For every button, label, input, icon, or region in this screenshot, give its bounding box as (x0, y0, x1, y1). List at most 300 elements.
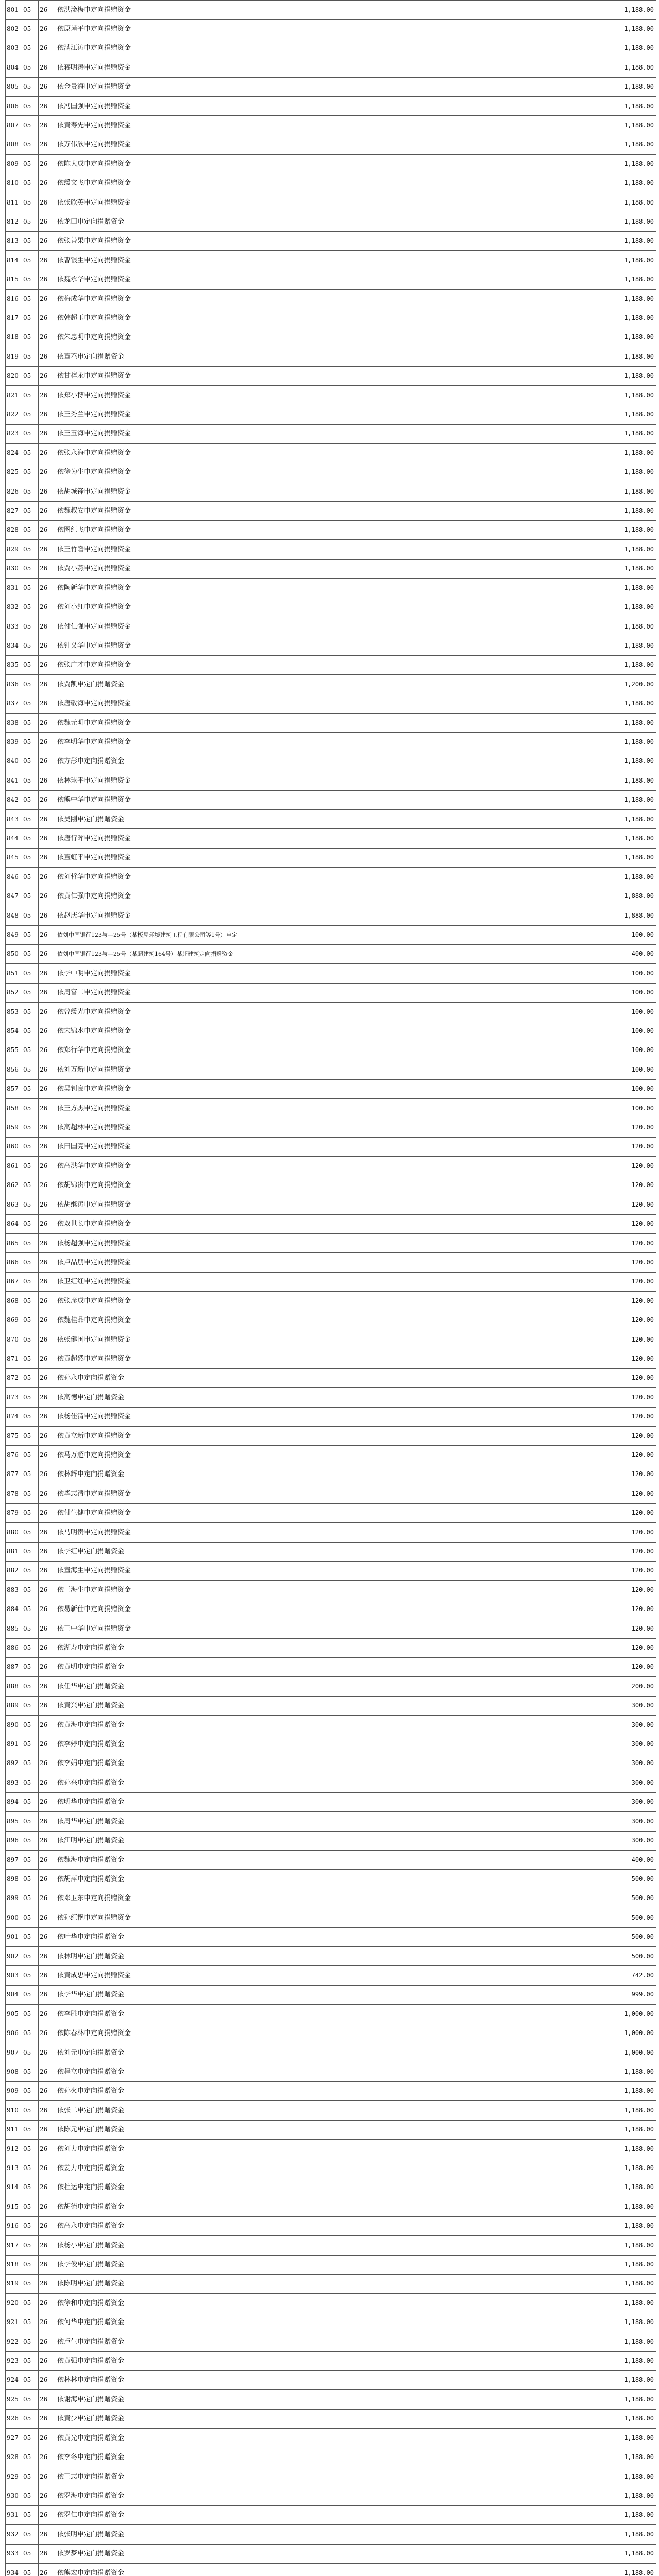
donation-amount: 120.00 (415, 1176, 656, 1195)
row-number: 889 (6, 1696, 22, 1715)
donation-amount: 1,188.00 (415, 2159, 656, 2178)
category-code: 05 (22, 1349, 39, 1368)
subcategory-code: 26 (39, 2005, 55, 2024)
subcategory-code: 26 (39, 1176, 55, 1195)
row-number: 886 (6, 1638, 22, 1657)
row-number: 906 (6, 2024, 22, 2043)
row-number: 865 (6, 1234, 22, 1253)
table-row (6, 2081, 656, 2100)
donation-description: 依王秀兰申定向捐赠资金 (55, 405, 415, 424)
table-row (6, 155, 656, 174)
donation-description: 依胡锦贵申定向捐赠资金 (55, 1176, 415, 1195)
donation-amount: 120.00 (415, 1542, 656, 1561)
row-number: 931 (6, 2505, 22, 2524)
donation-description: 依魏海申定向捐赠资金 (55, 1851, 415, 1870)
category-code: 05 (22, 2409, 39, 2428)
donation-amount: 400.00 (415, 944, 656, 963)
category-code: 05 (22, 1561, 39, 1580)
donation-amount: 120.00 (415, 1407, 656, 1426)
table-row (6, 116, 656, 135)
donation-description: 依金贵海申定向捐赠资金 (55, 77, 415, 96)
row-number: 923 (6, 2351, 22, 2370)
category-code: 05 (22, 1292, 39, 1311)
donation-amount: 300.00 (415, 1754, 656, 1773)
category-code: 05 (22, 366, 39, 385)
donation-amount: 120.00 (415, 1214, 656, 1233)
donation-amount: 300.00 (415, 1735, 656, 1754)
donation-amount: 100.00 (415, 1003, 656, 1022)
donation-description: 依姜力申定向捐赠资金 (55, 2159, 415, 2178)
category-code: 05 (22, 1484, 39, 1503)
donation-amount: 1,188.00 (415, 77, 656, 96)
donation-amount: 100.00 (415, 983, 656, 1002)
category-code: 05 (22, 2120, 39, 2139)
table-row (6, 1484, 656, 1503)
category-code: 05 (22, 1311, 39, 1330)
table-row (6, 424, 656, 443)
donation-amount: 1,188.00 (415, 386, 656, 405)
row-number: 907 (6, 2043, 22, 2062)
subcategory-code: 26 (39, 424, 55, 443)
row-number: 934 (6, 2564, 22, 2576)
table-row (6, 790, 656, 809)
donation-amount: 400.00 (415, 1851, 656, 1870)
donation-description: 依张明申定向捐赠资金 (55, 2525, 415, 2544)
donation-amount: 1,188.00 (415, 2120, 656, 2139)
donation-amount: 1,188.00 (415, 2486, 656, 2505)
subcategory-code: 26 (39, 2062, 55, 2081)
category-code: 05 (22, 463, 39, 482)
table-row (6, 714, 656, 733)
table-row (6, 2120, 656, 2139)
donation-amount: 1,188.00 (415, 2313, 656, 2332)
category-code: 05 (22, 270, 39, 289)
category-code: 05 (22, 2486, 39, 2505)
subcategory-code: 26 (39, 2544, 55, 2563)
donation-amount: 120.00 (415, 1137, 656, 1156)
donation-amount: 500.00 (415, 1927, 656, 1946)
row-number: 919 (6, 2274, 22, 2293)
row-number: 926 (6, 2409, 22, 2428)
table-row (6, 771, 656, 790)
subcategory-code: 26 (39, 925, 55, 944)
donation-amount: 1,188.00 (415, 347, 656, 366)
table-row (6, 1561, 656, 1580)
row-number: 860 (6, 1137, 22, 1156)
row-number: 846 (6, 868, 22, 887)
donation-amount: 120.00 (415, 1368, 656, 1387)
donation-amount: 1,188.00 (415, 193, 656, 212)
table-row (6, 2486, 656, 2505)
table-row (6, 906, 656, 925)
subcategory-code: 26 (39, 1407, 55, 1426)
row-number: 887 (6, 1657, 22, 1676)
row-number: 812 (6, 212, 22, 231)
subcategory-code: 26 (39, 810, 55, 829)
table-row (6, 848, 656, 867)
donation-amount: 1,188.00 (415, 482, 656, 501)
donation-amount: 120.00 (415, 1253, 656, 1272)
subcategory-code: 26 (39, 1079, 55, 1098)
donation-amount: 1,188.00 (415, 2448, 656, 2467)
table-row (6, 2005, 656, 2024)
donation-description: 依董虹平申定向捐赠资金 (55, 848, 415, 867)
subcategory-code: 26 (39, 771, 55, 790)
donation-description: 依孙永申定向捐赠资金 (55, 1368, 415, 1387)
subcategory-code: 26 (39, 1157, 55, 1176)
table-row (6, 1908, 656, 1927)
category-code: 05 (22, 2390, 39, 2409)
donation-description: 依钟义华申定向捐赠资金 (55, 636, 415, 655)
subcategory-code: 26 (39, 2313, 55, 2332)
subcategory-code: 26 (39, 752, 55, 771)
table-row (6, 2429, 656, 2448)
subcategory-code: 26 (39, 1118, 55, 1137)
table-row (6, 1330, 656, 1349)
table-row (6, 1985, 656, 2004)
row-number: 891 (6, 1735, 22, 1754)
table-row (6, 290, 656, 309)
donation-amount: 1,188.00 (415, 2236, 656, 2255)
table-row (6, 1581, 656, 1600)
donation-amount: 120.00 (415, 1195, 656, 1214)
category-code: 05 (22, 2370, 39, 2389)
donation-amount: 200.00 (415, 1677, 656, 1696)
donation-amount: 1,188.00 (415, 829, 656, 848)
subcategory-code: 26 (39, 1851, 55, 1870)
table-row (6, 1407, 656, 1426)
donation-description: 依李冬申定向捐赠资金 (55, 2448, 415, 2467)
donation-amount: 1,188.00 (415, 752, 656, 771)
category-code: 05 (22, 540, 39, 559)
donation-amount: 120.00 (415, 1330, 656, 1349)
row-number: 899 (6, 1889, 22, 1908)
donation-amount: 1,188.00 (415, 231, 656, 250)
donation-description: 依杜运申定向捐赠资金 (55, 2178, 415, 2197)
donation-description: 依黄兴申定向捐赠资金 (55, 1696, 415, 1715)
table-row (6, 97, 656, 116)
category-code: 05 (22, 848, 39, 867)
category-code: 05 (22, 424, 39, 443)
donation-amount: 120.00 (415, 1465, 656, 1484)
donation-description: 依罗海申定向捐赠资金 (55, 2486, 415, 2505)
row-number: 821 (6, 386, 22, 405)
donation-description: 依李胜申定向捐赠资金 (55, 2005, 415, 2024)
row-number: 826 (6, 482, 22, 501)
donation-amount: 1,188.00 (415, 636, 656, 655)
row-number: 841 (6, 771, 22, 790)
category-code: 05 (22, 520, 39, 539)
category-code: 05 (22, 1735, 39, 1754)
subcategory-code: 26 (39, 829, 55, 848)
subcategory-code: 26 (39, 1330, 55, 1349)
category-code: 05 (22, 1889, 39, 1908)
subcategory-code: 26 (39, 77, 55, 96)
category-code: 05 (22, 1657, 39, 1676)
donation-description: 依陈春林申定向捐赠资金 (55, 2024, 415, 2043)
donation-description: 依李华申定向捐赠资金 (55, 1985, 415, 2004)
row-number: 881 (6, 1542, 22, 1561)
table-row (6, 1619, 656, 1638)
subcategory-code: 26 (39, 1638, 55, 1657)
subcategory-code: 26 (39, 2255, 55, 2274)
row-number: 830 (6, 559, 22, 578)
donation-amount: 1,188.00 (415, 2351, 656, 2370)
subcategory-code: 26 (39, 97, 55, 116)
table-row (6, 1754, 656, 1773)
row-number: 847 (6, 887, 22, 906)
donation-description: 依李中明申定向捐赠资金 (55, 964, 415, 983)
donation-description: 依高超林申定向捐赠资金 (55, 1118, 415, 1137)
row-number: 833 (6, 617, 22, 636)
donation-amount: 1,188.00 (415, 714, 656, 733)
category-code: 05 (22, 1677, 39, 1696)
row-number: 837 (6, 694, 22, 713)
category-code: 05 (22, 328, 39, 347)
donation-description: 依黄强申定向捐赠资金 (55, 2351, 415, 2370)
table-row (6, 1792, 656, 1811)
donation-description: 依童海生申定向捐赠资金 (55, 1561, 415, 1580)
subcategory-code: 26 (39, 2564, 55, 2576)
row-number: 880 (6, 1523, 22, 1542)
row-number: 864 (6, 1214, 22, 1233)
subcategory-code: 26 (39, 964, 55, 983)
subcategory-code: 26 (39, 1716, 55, 1735)
subcategory-code: 26 (39, 1870, 55, 1889)
category-code: 05 (22, 1176, 39, 1195)
table-row (6, 1041, 656, 1060)
donation-amount: 1,188.00 (415, 328, 656, 347)
donation-description: 依陶新华申定向捐赠资金 (55, 579, 415, 598)
row-number: 810 (6, 174, 22, 193)
category-code: 05 (22, 1195, 39, 1214)
donation-description: 依胡德申定向捐赠资金 (55, 2197, 415, 2216)
row-number: 900 (6, 1908, 22, 1927)
subcategory-code: 26 (39, 2216, 55, 2235)
table-row (6, 1137, 656, 1156)
donation-description: 依叶华申定向捐赠资金 (55, 1927, 415, 1946)
donation-amount: 1,188.00 (415, 2467, 656, 2486)
donation-description: 依谢海申定向捐赠资金 (55, 2390, 415, 2409)
donation-description: 依陈元申定向捐赠资金 (55, 2120, 415, 2139)
subcategory-code: 26 (39, 444, 55, 463)
table-row (6, 39, 656, 58)
subcategory-code: 26 (39, 1427, 55, 1446)
category-code: 05 (22, 2294, 39, 2313)
subcategory-code: 26 (39, 983, 55, 1002)
category-code: 05 (22, 290, 39, 309)
donation-description: 依刘中国银行123与—25号（某板屋环境建筑工程有限公司等1号）申定 (55, 925, 415, 944)
category-code: 05 (22, 1214, 39, 1233)
row-number: 807 (6, 116, 22, 135)
table-row (6, 1099, 656, 1118)
table-row (6, 2274, 656, 2293)
subcategory-code: 26 (39, 1754, 55, 1773)
donation-amount: 1,188.00 (415, 97, 656, 116)
table-row (6, 309, 656, 328)
table-row (6, 1214, 656, 1233)
table-row (6, 2294, 656, 2313)
donation-description: 依魏桂品申定向捐赠资金 (55, 1311, 415, 1330)
donation-amount: 1,000.00 (415, 2005, 656, 2024)
category-code: 05 (22, 1870, 39, 1889)
donation-amount: 1,188.00 (415, 270, 656, 289)
category-code: 05 (22, 1041, 39, 1060)
table-row (6, 231, 656, 250)
table-row (6, 579, 656, 598)
donation-amount: 1,188.00 (415, 58, 656, 77)
category-code: 05 (22, 386, 39, 405)
donation-description: 依原瑾平申定向捐赠资金 (55, 20, 415, 39)
category-code: 05 (22, 559, 39, 578)
row-number: 862 (6, 1176, 22, 1195)
ledger-body (6, 1, 656, 2576)
donation-amount: 1,188.00 (415, 2062, 656, 2081)
subcategory-code: 26 (39, 501, 55, 520)
row-number: 803 (6, 39, 22, 58)
table-row (6, 1542, 656, 1561)
row-number: 893 (6, 1773, 22, 1792)
table-row (6, 1889, 656, 1908)
category-code: 05 (22, 2564, 39, 2576)
subcategory-code: 26 (39, 1619, 55, 1638)
row-number: 817 (6, 309, 22, 328)
row-number: 930 (6, 2486, 22, 2505)
table-row (6, 829, 656, 848)
category-code: 05 (22, 598, 39, 617)
donation-amount: 500.00 (415, 1947, 656, 1966)
donation-amount: 1,188.00 (415, 424, 656, 443)
subcategory-code: 26 (39, 1137, 55, 1156)
row-number: 839 (6, 733, 22, 752)
row-number: 855 (6, 1041, 22, 1060)
donation-description: 依罗仁申定向捐赠资金 (55, 2505, 415, 2524)
category-code: 05 (22, 1754, 39, 1773)
category-code: 05 (22, 135, 39, 154)
table-row (6, 482, 656, 501)
row-number: 828 (6, 520, 22, 539)
donation-description: 依胡萍申定向捐赠资金 (55, 1870, 415, 1889)
donation-description: 依李婷申定向捐赠资金 (55, 1735, 415, 1754)
row-number: 879 (6, 1503, 22, 1522)
row-number: 832 (6, 598, 22, 617)
subcategory-code: 26 (39, 1542, 55, 1561)
category-code: 05 (22, 2043, 39, 2062)
category-code: 05 (22, 155, 39, 174)
donation-description: 依黄光申定向捐赠资金 (55, 2429, 415, 2448)
subcategory-code: 26 (39, 1292, 55, 1311)
row-number: 913 (6, 2159, 22, 2178)
donation-amount: 500.00 (415, 1870, 656, 1889)
table-row (6, 2390, 656, 2409)
donation-description: 依李俊申定向捐赠资金 (55, 2255, 415, 2274)
donation-description: 依江明申定向捐赠资金 (55, 1831, 415, 1850)
donation-amount: 1,188.00 (415, 520, 656, 539)
donation-description: 依邓卫东申定向捐赠资金 (55, 1889, 415, 1908)
donation-description: 依高洪华申定向捐赠资金 (55, 1157, 415, 1176)
subcategory-code: 26 (39, 790, 55, 809)
donation-amount: 300.00 (415, 1696, 656, 1715)
subcategory-code: 26 (39, 386, 55, 405)
category-code: 05 (22, 1792, 39, 1811)
row-number: 818 (6, 328, 22, 347)
donation-description: 依宋锦水申定向捐赠资金 (55, 1022, 415, 1041)
donation-description: 依梅成华申定向捐赠资金 (55, 290, 415, 309)
category-code: 05 (22, 444, 39, 463)
subcategory-code: 26 (39, 193, 55, 212)
subcategory-code: 26 (39, 405, 55, 424)
donation-amount: 1,188.00 (415, 2101, 656, 2120)
category-code: 05 (22, 752, 39, 771)
table-row (6, 2505, 656, 2524)
donation-amount: 1,188.00 (415, 2525, 656, 2544)
category-code: 05 (22, 2313, 39, 2332)
row-number: 884 (6, 1600, 22, 1619)
donation-description: 依付仁强申定向捐赠资金 (55, 617, 415, 636)
row-number: 918 (6, 2255, 22, 2274)
donation-description: 依方彤申定向捐赠资金 (55, 752, 415, 771)
category-code: 05 (22, 347, 39, 366)
table-row (6, 347, 656, 366)
donation-amount: 120.00 (415, 1446, 656, 1465)
category-code: 05 (22, 694, 39, 713)
donation-amount: 1,188.00 (415, 2564, 656, 2576)
category-code: 05 (22, 1773, 39, 1792)
row-number: 840 (6, 752, 22, 771)
row-number: 845 (6, 848, 22, 867)
donation-description: 依万伟欣申定向捐赠资金 (55, 135, 415, 154)
donation-description: 依胡城锋申定向捐赠资金 (55, 482, 415, 501)
row-number: 876 (6, 1446, 22, 1465)
table-row (6, 2332, 656, 2351)
donation-amount: 120.00 (415, 1427, 656, 1446)
row-number: 903 (6, 1966, 22, 1985)
donation-amount: 1,888.00 (415, 906, 656, 925)
donation-description: 依杨超强申定向捐赠资金 (55, 1234, 415, 1253)
category-code: 05 (22, 2236, 39, 2255)
category-code: 05 (22, 1079, 39, 1098)
donation-description: 依黄少申定向捐赠资金 (55, 2409, 415, 2428)
donation-amount: 1,188.00 (415, 617, 656, 636)
donation-description: 依李明华申定向捐赠资金 (55, 733, 415, 752)
donation-description: 依林辉申定向捐赠资金 (55, 1465, 415, 1484)
donation-amount: 300.00 (415, 1716, 656, 1735)
category-code: 05 (22, 944, 39, 963)
donation-description: 依刘哲华申定向捐赠资金 (55, 868, 415, 887)
subcategory-code: 26 (39, 1041, 55, 1060)
donation-amount: 1,188.00 (415, 868, 656, 887)
row-number: 875 (6, 1427, 22, 1446)
subcategory-code: 26 (39, 2409, 55, 2428)
subcategory-code: 26 (39, 2120, 55, 2139)
table-row (6, 2564, 656, 2576)
subcategory-code: 26 (39, 1253, 55, 1272)
table-row (6, 1176, 656, 1195)
table-row (6, 405, 656, 424)
donation-amount: 120.00 (415, 1118, 656, 1137)
donation-description: 依付生健申定向捐赠资金 (55, 1503, 415, 1522)
category-code: 05 (22, 2467, 39, 2486)
category-code: 05 (22, 1716, 39, 1735)
subcategory-code: 26 (39, 714, 55, 733)
row-number: 929 (6, 2467, 22, 2486)
donation-description: 依张永海申定向捐赠资金 (55, 444, 415, 463)
donation-amount: 1,188.00 (415, 2081, 656, 2100)
subcategory-code: 26 (39, 2486, 55, 2505)
donation-description: 依满江涛申定向捐赠资金 (55, 39, 415, 58)
donation-description: 依冯国强申定向捐赠资金 (55, 97, 415, 116)
category-code: 05 (22, 790, 39, 809)
